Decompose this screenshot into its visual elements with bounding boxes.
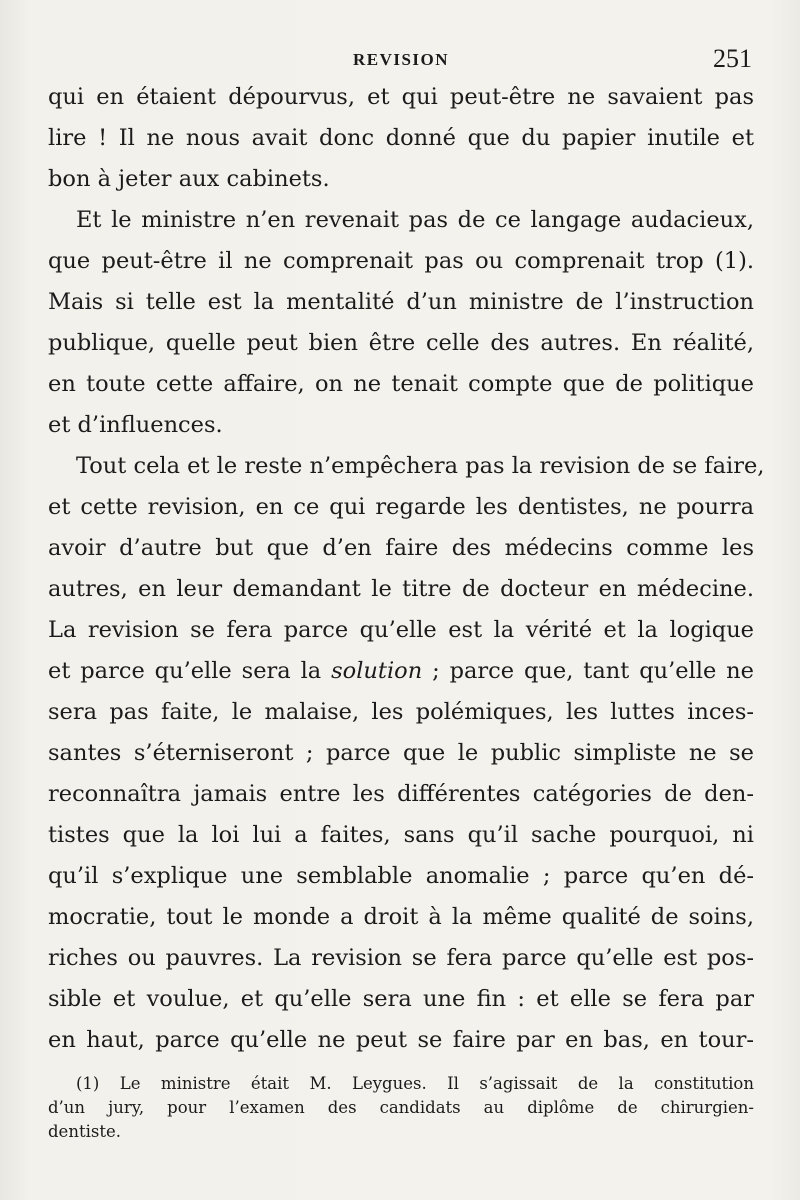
- text-line: publique, quelle peut bien être celle des autres. En réalité,: [48, 330, 754, 356]
- text-line: qu’il s’explique une semblable anomalie ; parce qu’en dé-: [48, 863, 754, 889]
- footnote-line: dentiste.: [48, 1122, 121, 1141]
- text-fragment: et parce qu’elle sera la: [48, 658, 322, 684]
- text-line: et cette revision, en ce qui regarde les dentistes, ne pourra: [48, 494, 754, 520]
- running-head: [50, 44, 752, 76]
- text-line: Mais si telle est la mentalité d’un ministre de l’instruction: [48, 289, 754, 315]
- running-title: REVISION: [352, 50, 450, 69]
- text-line: La revision se fera parce qu’elle est la vérité et la logique: [48, 617, 754, 643]
- text-line: qui en étaient dépourvus, et qui peut-être ne savaient pas: [48, 84, 754, 110]
- text-line: reconnaîtra jamais entre les différentes catégories de den-: [48, 781, 754, 807]
- text-line: en haut, parce qu’elle ne peut se faire par en bas, en tour-: [48, 1027, 754, 1053]
- page-number: 251: [713, 44, 752, 73]
- text-line: avoir d’autre but que d’en faire des médecins comme les: [48, 535, 754, 561]
- text-line: mocratie, tout le monde a droit à la même qualité de soins,: [48, 904, 754, 930]
- italic-word: solution: [331, 658, 423, 684]
- footnotes: [48, 1072, 754, 1144]
- text-line: sible et voulue, et qu’elle sera une fin : et elle se fera par: [48, 986, 754, 1012]
- text-line: sera pas faite, le malaise, les polémiques, les luttes inces-: [48, 699, 754, 725]
- text-fragment: ; parce que, tant qu’elle ne: [422, 658, 754, 684]
- text-line: Et le ministre n’en revenait pas de ce langage audacieux,: [76, 207, 754, 233]
- text-line: que peut-être il ne comprenait pas ou comprenait trop (1).: [48, 248, 754, 274]
- text-line: riches ou pauvres. La revision se fera parce qu’elle est pos-: [48, 945, 754, 971]
- body-text: [48, 77, 765, 1061]
- footnote-line: (1) Le ministre était M. Leygues. Il s’agissait de la constitution: [76, 1074, 754, 1093]
- text-line: santes s’éterniseront ; parce que le public simpliste ne se: [48, 740, 754, 766]
- text-line: tistes que la loi lui a faites, sans qu’il sache pourquoi, ni: [48, 822, 754, 848]
- text-line: et d’influences.: [48, 412, 223, 438]
- text-line: autres, en leur demandant le titre de docteur en médecine.: [48, 576, 754, 602]
- text-line: bon à jeter aux cabinets.: [48, 166, 330, 192]
- text-line: [48, 651, 754, 692]
- text-line: Tout cela et le reste n’empêchera pas la revision de se faire,: [76, 453, 765, 479]
- text-line: en toute cette affaire, on ne tenait compte que de politique: [48, 371, 754, 397]
- footnote-line: d’un jury, pour l’examen des candidats au diplôme de chirurgien-: [48, 1098, 754, 1117]
- text-line: lire ! Il ne nous avait donc donné que du papier inutile et: [48, 125, 754, 151]
